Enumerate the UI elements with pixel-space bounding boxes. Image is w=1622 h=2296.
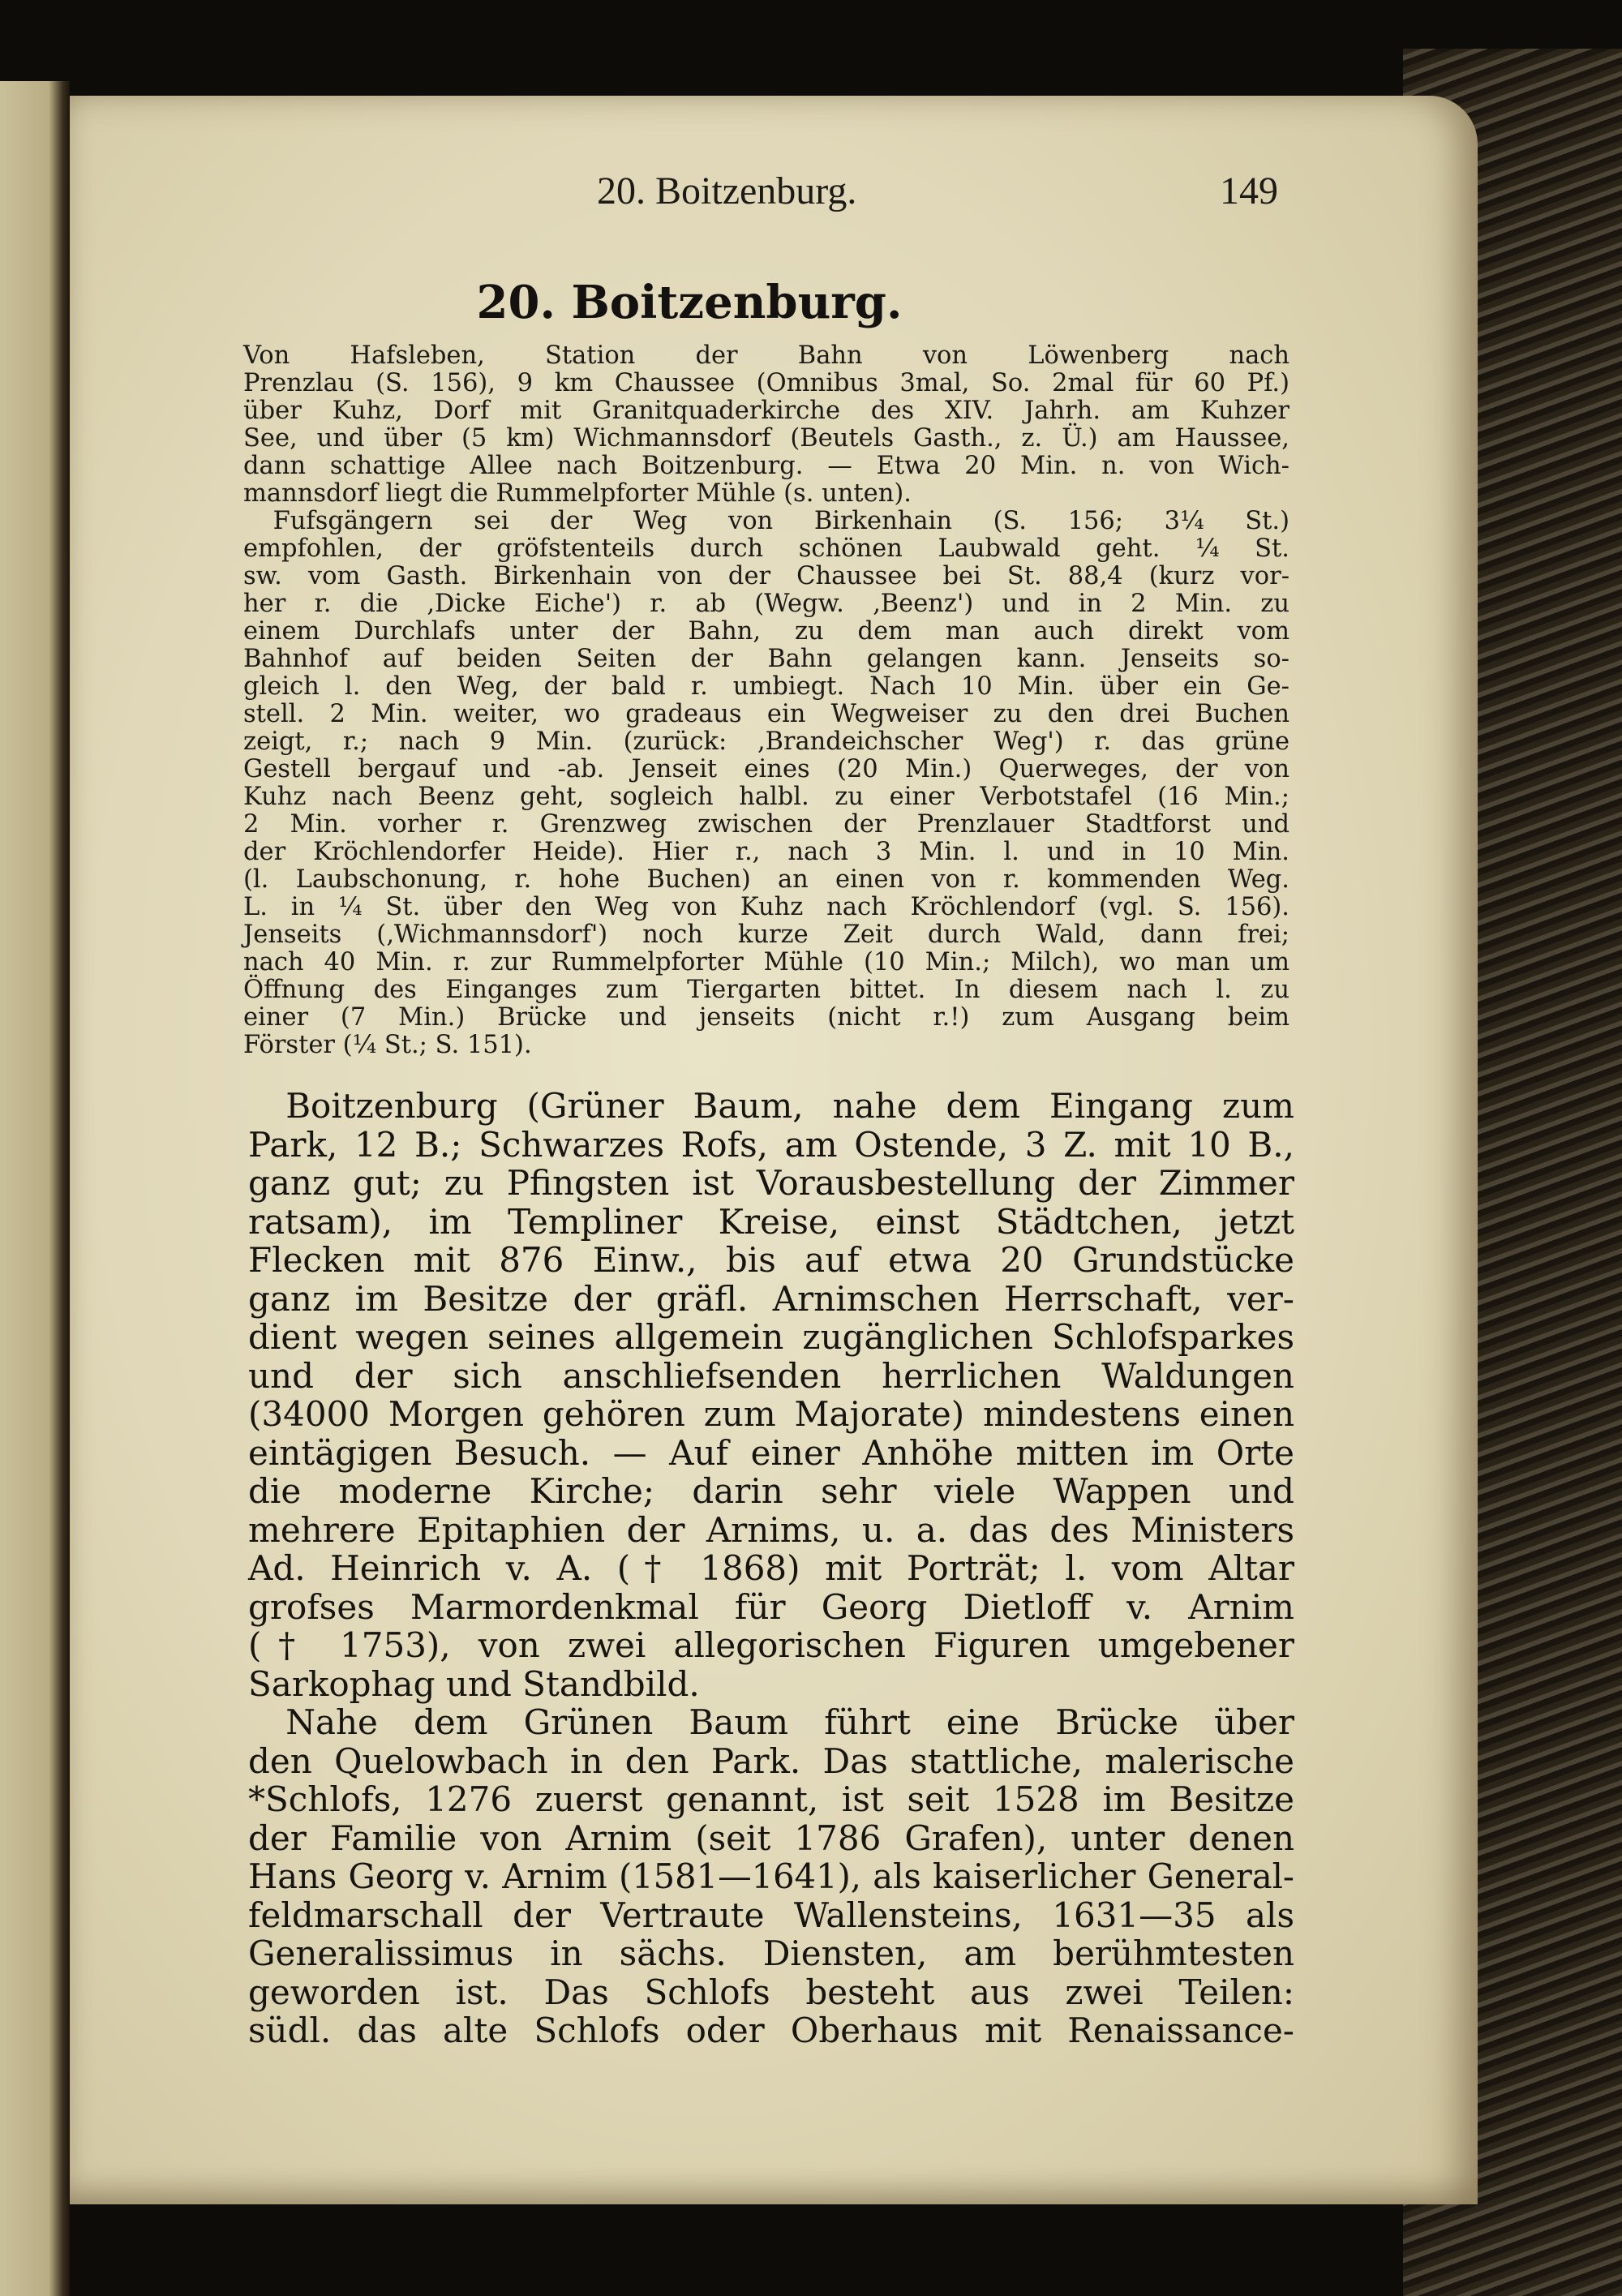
text-line: Kuhz nach Beenz geht, sogleich halbl. zu einer Verbotstafel (16 Min.; <box>243 783 1289 811</box>
text-line: her r. die ‚Dicke Eiche') r. ab (Wegw. ‚Beenz') und in 2 Min. zu <box>243 590 1289 618</box>
text-line: Nahe dem Grünen Baum führt eine Brücke über <box>285 1702 1294 1742</box>
text-line: Ad. Heinrich v. A. († 1868) mit Porträt; l. vom Altar <box>248 1548 1294 1588</box>
text-line: der Familie von Arnim (seit 1786 Grafen), unter denen <box>248 1817 1294 1858</box>
text-line: sw. vom Gasth. Birkenhain von der Chaussee bei St. 88,4 (kurz vor- <box>243 562 1289 590</box>
text-line: Hans Georg v. Arnim (1581—1641), als kaiserlicher General- <box>248 1856 1294 1896</box>
text-line: Flecken mit 876 Einw., bis auf etwa 20 Grundstücke <box>248 1240 1294 1280</box>
text-line: Jenseits (‚Wichmannsdorf') noch kurze Zeit durch Wald, dann frei; <box>243 921 1289 949</box>
approach-paragraphs <box>243 342 1289 1059</box>
text-line: Fufsgängern sei der Weg von Birkenhain (S. 156; 3¼ St.) <box>272 507 1289 535</box>
text-line: die moderne Kirche; darin sehr viele Wappen und <box>248 1471 1294 1511</box>
facing-page-edge <box>0 81 70 2296</box>
page-number: 149 <box>1220 170 1278 212</box>
text-line: eintägigen Besuch. — Auf einer Anhöhe mitten im Orte <box>248 1432 1294 1473</box>
text-line: Bahnhof auf beiden Seiten der Bahn gelangen kann. Jenseits so- <box>243 645 1289 673</box>
text-line: ratsam), im Templiner Kreise, einst Städtchen, jetzt <box>248 1201 1294 1242</box>
text-line: den Quelowbach in den Park. Das stattliche, malerische <box>248 1740 1294 1781</box>
text-line: Von Hafsleben, Station der Bahn von Löwenberg nach <box>243 341 1289 370</box>
text-line: ganz gut; zu Pfingsten ist Vorausbestellung der Zimmer <box>248 1163 1294 1203</box>
text-line: mannsdorf liegt die Rummelpforter Mühle (s. unten). <box>243 479 912 508</box>
text-line: Gestell bergauf und -ab. Jenseit eines (20 Min.) Querweges, der von <box>243 755 1289 783</box>
text-line: *Schlofs, 1276 zuerst genannt, ist seit 1528 im Besitze <box>248 1779 1294 1819</box>
text-line: Park, 12 B.; Schwarzes Rofs, am Ostende, 3 Z. mit 10 B., <box>248 1124 1294 1165</box>
text-line: feldmarschall der Vertraute Wallensteins, 1631—35 als <box>248 1895 1294 1935</box>
text-line: (34000 Morgen gehören zum Majorate) mindestens einen <box>248 1394 1294 1434</box>
text-line: Öffnung des Einganges zum Tiergarten bittet. In diesem nach l. zu <box>243 976 1289 1004</box>
text-line: († 1753), von zwei allegorischen Figuren umgebener <box>248 1625 1294 1665</box>
text-line: Förster (¼ St.; S. 151). <box>243 1031 532 1059</box>
text-line: nach 40 Min. r. zur Rummelpforter Mühle (10 Min.; Milch), wo man um <box>243 948 1289 976</box>
text-line: Prenzlau (S. 156), 9 km Chaussee (Omnibus 3mal, So. 2mal für 60 Pf.) <box>243 369 1289 397</box>
text-line: Generalissimus in sächs. Diensten, am berühmtesten <box>248 1933 1294 1973</box>
text-line: Boitzenburg (Grüner Baum, nahe dem Eingang zum <box>285 1086 1294 1126</box>
text-line: südl. das alte Schlofs oder Oberhaus mit Renaissance- <box>248 2011 1294 2050</box>
text-line: einem Durchlafs unter der Bahn, zu dem man auch direkt vom <box>243 617 1289 646</box>
main-paragraphs <box>248 1087 1294 2050</box>
text-line: 2 Min. vorher r. Grenzweg zwischen der Prenzlauer Stadtforst und <box>243 810 1289 839</box>
text-line: ganz im Besitze der gräfl. Arnimschen Herrschaft, ver- <box>248 1278 1294 1319</box>
text-line: gleich l. den Weg, der bald r. umbiegt. Nach 10 Min. über ein Ge- <box>243 672 1289 701</box>
text-line: zeigt, r.; nach 9 Min. (zurück: ‚Brandeichscher Weg') r. das grüne <box>243 727 1289 756</box>
text-line: und der sich anschliefsenden herrlichen Waldungen <box>248 1355 1294 1396</box>
text-line: dient wegen seines allgemein zugänglichen Schlofsparkes <box>248 1317 1294 1357</box>
text-line: über Kuhz, Dorf mit Granitquaderkirche des XIV. Jahrh. am Kuhzer <box>243 397 1289 425</box>
text-line: empfohlen, der gröfstenteils durch schönen Laubwald geht. ¼ St. <box>243 534 1289 563</box>
text-line: geworden ist. Das Schlofs besteht aus zwei Teilen: <box>248 1972 1294 2012</box>
text-line: dann schattige Allee nach Boitzenburg. — Etwa 20 Min. n. von Wich- <box>243 452 1289 480</box>
text-line: mehrere Epitaphien der Arnims, u. a. das des Ministers <box>248 1509 1294 1550</box>
text-line: grofses Marmordenkmal für Georg Dietloff v. Arnim <box>248 1586 1294 1627</box>
text-line: L. in ¼ St. über den Weg von Kuhz nach Kröchlendorf (vgl. S. 156). <box>243 893 1289 921</box>
chapter-title: 20. Boitzenburg. <box>476 276 903 329</box>
text-line: stell. 2 Min. weiter, wo gradeaus ein Wegweiser zu den drei Buchen <box>243 700 1289 728</box>
text-line: See, und über (5 km) Wichmannsdorf (Beutels Gasth., z. Ü.) am Haussee, <box>243 424 1289 453</box>
text-line: der Kröchlendorfer Heide). Hier r., nach 3 Min. l. und in 10 Min. <box>243 838 1289 866</box>
running-head-title: 20. Boitzenburg. <box>597 170 857 212</box>
text-line: Sarkophag und Standbild. <box>248 1663 700 1704</box>
text-line: (l. Laubschonung, r. hohe Buchen) an einen von r. kommenden Weg. <box>243 865 1289 894</box>
text-line: einer (7 Min.) Brücke und jenseits (nicht r.!) zum Ausgang beim <box>243 1003 1289 1032</box>
